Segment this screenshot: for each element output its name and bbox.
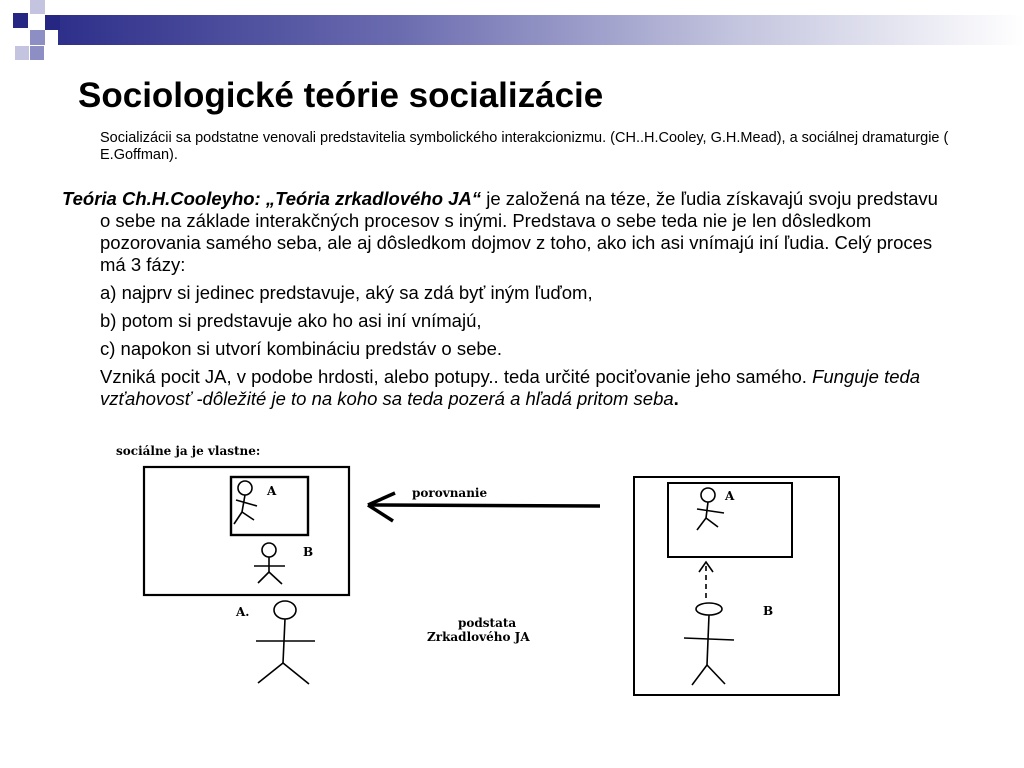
phase-item-b: b) potom si predstavuje ako ho asi iní vnímajú,	[100, 310, 482, 331]
closing-italic: Funguje teda vzťahovosť -dôležité je to na koho sa teda pozerá a hľadá pritom seba	[100, 366, 921, 409]
theory-lead: Teória Ch.H.Cooleyho: „Teória zrkadlového JA“	[62, 188, 482, 209]
outside-figure-label: A.	[236, 605, 250, 619]
bottom-label-line2: Zrkadlového JA	[427, 630, 530, 644]
slide-title: Sociologické teórie socializácie	[78, 76, 604, 115]
intro-text: Socializácii sa podstatne venovali predstavitelia symbolického interakcionizmu. (CH..H.Cooley, G.H.Mead), a sociálnej dramaturgie ( E.Goffman).	[100, 130, 949, 163]
right-inner-figure-icon	[697, 488, 724, 530]
right-inner-label: A	[725, 489, 735, 503]
phase-item-c: c) napokon si utvorí kombináciu predstáv o sebe.	[100, 338, 503, 359]
phase-item-a: a) najprv si jedinec predstavuje, aký sa zdá byť iným ľuďom,	[100, 282, 593, 303]
right-outer-box	[634, 477, 839, 695]
left-figure-b-label: B	[303, 545, 314, 559]
bottom-label-line1: podstata	[458, 616, 517, 630]
closing-period: .	[673, 388, 679, 409]
right-box-figure-b-icon	[684, 603, 734, 685]
left-inner-figure-icon	[234, 481, 257, 524]
diagram-caption: sociálne ja je vlastne:	[116, 444, 261, 458]
closing-text: Vzniká pocit JA, v podobe hrdosti, alebo potupy.. teda určité pociťovanie jeho samého.	[100, 366, 813, 387]
arrow-label: porovnanie	[412, 486, 488, 500]
theory-text: je založená na téze, že ľudia získavajú svoju predstavu o sebe na základe interakčných procesov s inými. Predstava o sebe teda nie je len dôsledkom pozorovania samého seba, ale aj dôsledkom dojmov z toho, ako ich asi vnímajú iní ľudia. Celý proces má 3 fázy:	[100, 188, 938, 275]
left-box-figure-b-icon	[254, 543, 285, 584]
right-figure-b-label: B	[763, 604, 774, 618]
left-inner-label: A	[267, 484, 277, 498]
left-outer-box	[144, 467, 349, 595]
outside-figure-icon	[256, 601, 315, 684]
